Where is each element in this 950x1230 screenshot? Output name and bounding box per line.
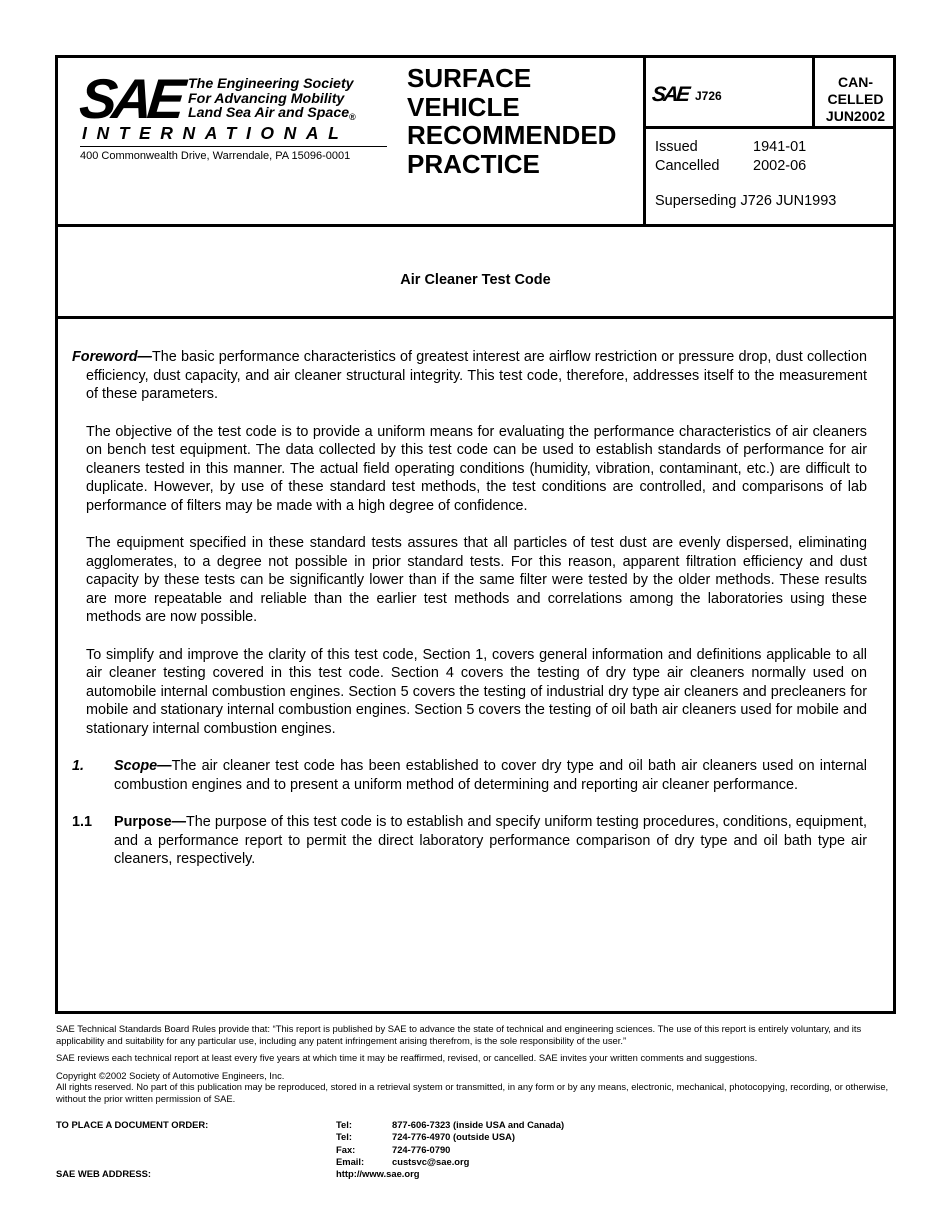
document-body [72, 348, 867, 888]
number-divider [643, 126, 893, 129]
logo-divider [80, 146, 387, 147]
issue-dates [655, 138, 806, 176]
doc-type-line-3: RECOMMENDED [407, 120, 617, 150]
tagline-line-3: Land Sea Air and Space [188, 105, 350, 121]
paragraph-equipment: The equipment specified in these standard tests assures that all particles of test dust are evenly dispersed, eliminating agglomerates, to a degree not possible in prior standard tests. For this reason, apparent filtration efficiency and dust capacity by these tests can be significantly lower than if the same filter were tested by the older methods. These results are more repeatable and reliable than the earlier test methods and correlations among the laboratories using these methods are now possible. [86, 535, 867, 625]
standards-rules: SAE Technical Standards Board Rules provide that: “This report is published by SAE to advance the state of technical and engineering sciences. The use of this report is entirely voluntary, and its applicability and suitability for any particular use, including any patent infringement arising therefrom, is the sole responsibility of the user.” [56, 1023, 862, 1046]
foreword-text: The basic performance characteristics of greatest interest are airflow restriction or pressure drop, dust collection efficiency, dust capacity, and air cleaner structural integrity. This test code, therefore, addresses itself to the measurement of these parameters. [86, 349, 867, 402]
rights-notice: All rights reserved. No part of this publication may be reproduced, stored in a retrieval system or transmitted, in any form or by any means, electronic, mechanical, photocopying, recording, or otherwise, without the prior written permission of SAE. [56, 1081, 889, 1104]
sae-address: 400 Commonwealth Drive, Warrendale, PA 15096-0001 [80, 150, 351, 162]
doc-type-line-1: SURFACE [407, 63, 532, 93]
fax-number[interactable]: 724-776-0790 [392, 1143, 451, 1155]
legal-footer [56, 1023, 898, 1110]
section-purpose [72, 813, 867, 869]
doc-sae-logo: SAE [650, 83, 689, 106]
review-notice: SAE reviews each technical report at least every five years at which time it may be reaffirmed, revised, or cancelled. SAE invites your written comments and suggestions. [56, 1052, 758, 1063]
registered-mark: ® [349, 112, 356, 122]
doc-type-line-2: VEHICLE [407, 91, 520, 122]
document-title: Air Cleaner Test Code [400, 272, 551, 288]
document-type [407, 64, 643, 178]
cancelled-label: Cancelled [655, 158, 720, 174]
international-wordmark: INTERNATIONAL [82, 123, 349, 143]
purpose-label: Purpose— [114, 814, 186, 830]
web-link[interactable]: http://www.sae.org [336, 1168, 420, 1179]
email-label: Email: [336, 1155, 365, 1167]
tel-label: Tel: [336, 1119, 352, 1130]
document-frame [55, 55, 896, 1014]
tagline-line-2: For Advancing Mobility [188, 90, 345, 107]
header-divider [643, 58, 646, 224]
scope-label: Scope— [114, 758, 172, 774]
section-number: 1. [72, 758, 85, 774]
foreword-label: Foreword— [72, 349, 152, 365]
superseding-note: Superseding J726 JUN1993 [655, 193, 837, 209]
issued-label: Issued [655, 139, 698, 155]
copyright-notice: Copyright ©2002 Society of Automotive Engineers, Inc. [56, 1069, 285, 1081]
paragraph-objective: The objective of the test code is to provide a uniform means for evaluating the performance characteristics of air cleaners on bench test equipment. The data collected by this test code can be used to establish standards of performance for air cleaners tested in this manner. The actual field operating conditions (humidity, vibration, contaminant, etc.) are difficult to duplicate. However, by use of these standard test methods, the test conditions are controlled, and comparisons of lab performance of filters may be made with a high degree of confidence. [86, 423, 867, 514]
cancelled-value: 2002-06 [753, 158, 807, 174]
status-line-2: CELLED [827, 91, 884, 107]
sae-logo-mark: SAE [76, 67, 184, 130]
tel-label: Tel: [336, 1131, 352, 1143]
tel-domestic[interactable]: 877-606-7323 (inside USA and Canada) [392, 1119, 565, 1130]
web-label: SAE WEB ADDRESS: [56, 1168, 151, 1179]
paragraph-sections: To simplify and improve the clarity of this test code, Section 1, covers general information and definitions applicable to all air cleaner testing covered in this test code. Section 4 covers the testing of dry type air cleaners normally used on automobile internal combustion engines. Section 5 covers the testing of industrial dry type air cleaners and precleaners for mobile and stationary internal combustion engines. Section 5 covers the testing of oil bath air cleaners used for mobile and stationary internal combustion engines. [86, 646, 867, 737]
status-line-3: JUN2002 [825, 108, 886, 124]
status-line-1: CAN- [838, 74, 873, 90]
scope-text: The air cleaner test code has been established to cover dry type and oil bath air cleaners used on internal combustion engines and to present a uniform method of determining and reporting air cleaner performance. [114, 758, 867, 793]
order-label: TO PLACE A DOCUMENT ORDER: [56, 1119, 209, 1130]
tagline-line-1: The Engineering Society [188, 76, 354, 92]
foreword-paragraph [72, 348, 867, 404]
fax-label: Fax: [336, 1143, 356, 1155]
purpose-text: The purpose of this test code is to establish and specify uniform testing procedures, conditions, equipment, and a performance report to permit the direct laboratory performance comparison of dry type and oil bath type air cleaners, respectively. [114, 814, 867, 867]
issued-value: 1941-01 [753, 139, 807, 155]
header-rule [58, 224, 893, 227]
tel-international[interactable]: 724-776-4970 (outside USA) [392, 1131, 515, 1143]
section-scope [72, 757, 867, 794]
sae-tagline [188, 77, 356, 125]
document-number: J726 [695, 89, 722, 103]
status-badge [815, 74, 896, 125]
email-link[interactable]: custsvc@sae.org [392, 1155, 470, 1167]
doc-type-line-4: PRACTICE [407, 148, 540, 179]
title-rule [58, 316, 893, 319]
section-number: 1.1 [72, 814, 93, 830]
